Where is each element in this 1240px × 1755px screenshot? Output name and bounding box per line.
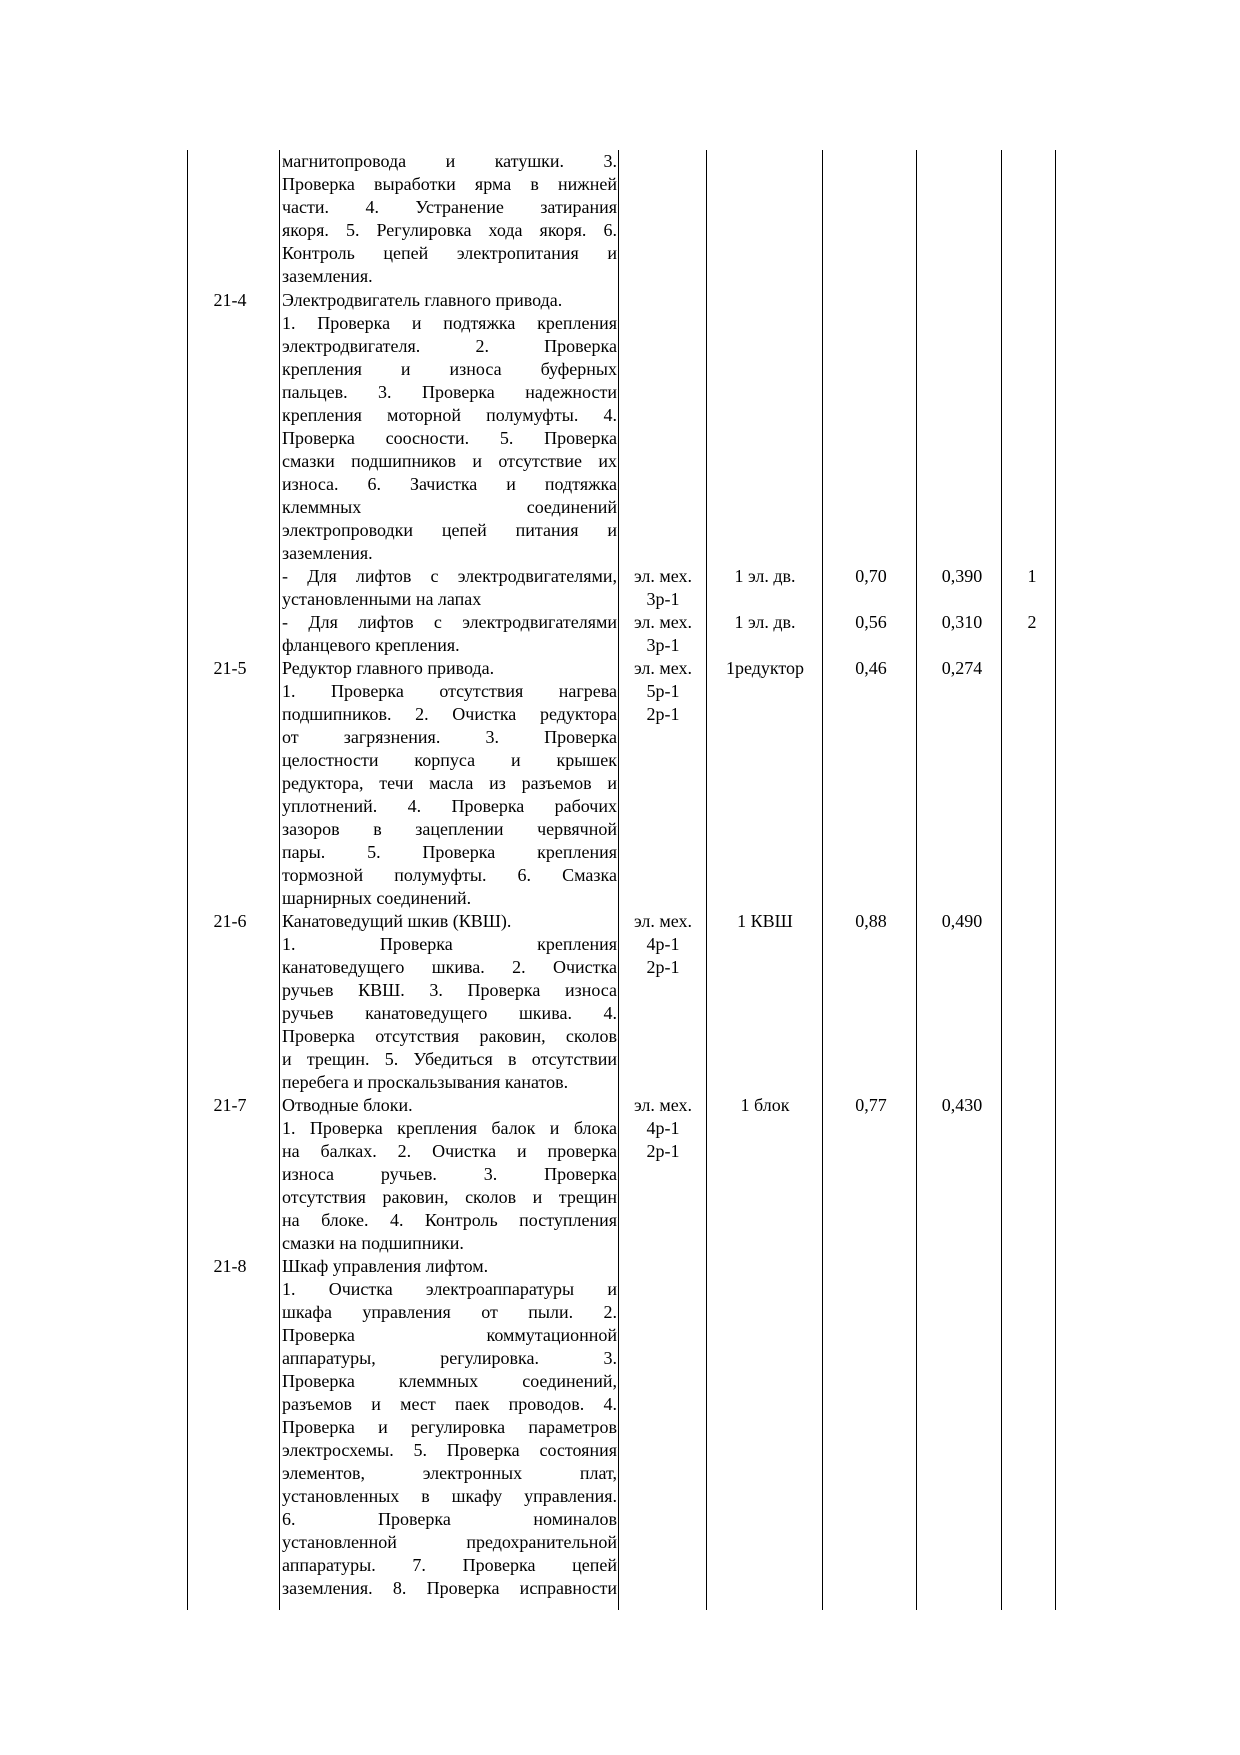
row-number: 21-7 (213, 1095, 247, 1115)
desc-line: Редуктор главного привода. (282, 658, 495, 678)
desc-line: якоря. 5. Регулировка хода якоря. 6. (282, 220, 617, 240)
row-description (282, 910, 617, 1094)
desc-line: подшипников. 2. Очистка редуктора (282, 704, 617, 724)
desc-line: уплотнений. 4. Проверка рабочих (282, 796, 617, 816)
norm1-cell: 0,70 (855, 566, 887, 586)
norm1-cell: 0,46 (855, 658, 887, 678)
row-description (282, 565, 617, 611)
desc-line: Проверка отсутствия раковин, сколов (282, 1026, 617, 1046)
desc-line: канатоведущего шкива. 2. Очистка (282, 957, 617, 977)
desc-line: аппаратуры, регулировка. 3. (282, 1348, 617, 1368)
desc-line: зазоров в зацеплении червячной (282, 819, 617, 839)
note-cell: 1 (1027, 566, 1037, 586)
unit-cell: 1редуктор (725, 658, 805, 678)
executor-line: эл. мех. (633, 566, 693, 586)
column-divider (706, 150, 707, 1610)
row-description (282, 1094, 617, 1255)
desc-line: - Для лифтов с электродвигателями, (282, 566, 617, 586)
executor-line: 3р-1 (646, 635, 680, 655)
desc-line: перебега и проскальзывания канатов. (282, 1072, 569, 1092)
executor-line: 2р-1 (646, 1141, 680, 1161)
norm1-cell: 0,77 (855, 1095, 887, 1115)
unit-cell: 1 блок (740, 1095, 790, 1115)
desc-line: - Для лифтов с электродвигателями (282, 612, 617, 632)
desc-line: установленных в шкафу управления. (282, 1486, 617, 1506)
row-description (282, 289, 617, 565)
desc-line: 1. Проверка и подтяжка крепления (282, 313, 617, 333)
row-description (282, 150, 617, 288)
desc-line: клеммных соединений (282, 497, 617, 517)
desc-line: заземления. (282, 543, 373, 563)
executor-line: эл. мех. (633, 1095, 693, 1115)
executor-line: 2р-1 (646, 704, 680, 724)
table-border-left (187, 150, 188, 1610)
unit-cell: 1 КВШ (737, 911, 793, 931)
executor-line: 5р-1 (646, 681, 680, 701)
row-number: 21-8 (213, 1256, 247, 1276)
norm2-cell: 0,310 (941, 612, 983, 632)
desc-line: элементов, электронных плат, (282, 1463, 617, 1483)
norm2-cell: 0,390 (941, 566, 983, 586)
column-divider (1001, 150, 1002, 1610)
desc-line: Проверка клеммных соединений, (282, 1371, 617, 1391)
row-number: 21-5 (213, 658, 247, 678)
desc-line: шкафа управления от пыли. 2. (282, 1302, 617, 1322)
desc-line: редуктора, течи масла из разъемов и (282, 773, 617, 793)
desc-line: крепления моторной полумуфты. 4. (282, 405, 617, 425)
column-divider (279, 150, 280, 1610)
executor-line: 4р-1 (646, 1118, 680, 1138)
desc-line: ручьев канатоведущего шкива. 4. (282, 1003, 617, 1023)
desc-line: отсутствия раковин, сколов и трещин (282, 1187, 617, 1207)
executor-line: 2р-1 (646, 957, 680, 977)
norm1-cell: 0,88 (855, 911, 887, 931)
row-description (282, 611, 617, 657)
desc-line: установленной предохранительной (282, 1532, 617, 1552)
desc-line: Проверка и регулировка параметров (282, 1417, 617, 1437)
desc-line: Контроль цепей электропитания и (282, 243, 617, 263)
desc-line: разъемов и мест паек проводов. 4. (282, 1394, 617, 1414)
desc-line: 6. Проверка номиналов (282, 1509, 617, 1529)
executor-line: эл. мех. (633, 658, 693, 678)
desc-line: шарнирных соединений. (282, 888, 472, 908)
norm2-cell: 0,274 (941, 658, 983, 678)
desc-line: Электродвигатель главного привода. (282, 290, 563, 310)
desc-line: и трещин. 5. Убедиться в отсутствии (282, 1049, 617, 1069)
desc-line: крепления и износа буферных (282, 359, 617, 379)
desc-line: аппаратуры. 7. Проверка цепей (282, 1555, 617, 1575)
desc-line: 1. Очистка электроаппаратуры и (282, 1279, 617, 1299)
desc-line: тормозной полумуфты. 6. Смазка (282, 865, 617, 885)
desc-line: Проверка выработки ярма в нижней (282, 174, 617, 194)
desc-line: Канатоведущий шкив (КВШ). (282, 911, 512, 931)
unit-cell: 1 эл. дв. (734, 566, 796, 586)
executor-line: эл. мех. (633, 612, 693, 632)
column-divider (822, 150, 823, 1610)
executor-cell (622, 565, 704, 611)
desc-line: 1. Проверка отсутствия нагрева (282, 681, 617, 701)
desc-line: 1. Проверка крепления балок и блока (282, 1118, 617, 1138)
executor-cell (622, 611, 704, 657)
desc-line: на блоке. 4. Контроль поступления (282, 1210, 617, 1230)
desc-line: электропроводки цепей питания и (282, 520, 617, 540)
desc-line: Проверка коммутационной (282, 1325, 617, 1345)
unit-cell: 1 эл. дв. (734, 612, 796, 632)
desc-line: магнитопровода и катушки. 3. (282, 151, 617, 171)
executor-cell (622, 657, 704, 726)
desc-line: заземления. (282, 266, 373, 286)
row-description (282, 1255, 617, 1600)
desc-line: ручьев КВШ. 3. Проверка износа (282, 980, 617, 1000)
desc-line: пары. 5. Проверка крепления (282, 842, 617, 862)
executor-line: 4р-1 (646, 934, 680, 954)
desc-line: установленными на лапах (282, 589, 482, 609)
executor-line: 3р-1 (646, 589, 680, 609)
desc-line: Шкаф управления лифтом. (282, 1256, 489, 1276)
executor-cell (622, 910, 704, 979)
desc-line: 1. Проверка крепления (282, 934, 617, 954)
desc-line: износа. 6. Зачистка и подтяжка (282, 474, 617, 494)
norm1-cell: 0,56 (855, 612, 887, 632)
desc-line: электродвигателя. 2. Проверка (282, 336, 617, 356)
row-number: 21-4 (213, 290, 247, 310)
desc-line: части. 4. Устранение затирания (282, 197, 617, 217)
note-cell: 2 (1027, 612, 1037, 632)
norm2-cell: 0,430 (941, 1095, 983, 1115)
executor-cell (622, 1094, 704, 1163)
executor-line: эл. мех. (633, 911, 693, 931)
desc-line: износа ручьев. 3. Проверка (282, 1164, 617, 1184)
desc-line: фланцевого крепления. (282, 635, 460, 655)
norm2-cell: 0,490 (941, 911, 983, 931)
desc-line: целостности корпуса и крышек (282, 750, 617, 770)
desc-line: пальцев. 3. Проверка надежности (282, 382, 617, 402)
desc-line: Проверка соосности. 5. Проверка (282, 428, 617, 448)
desc-line: заземления. 8. Проверка исправности (282, 1578, 617, 1598)
column-divider (618, 150, 619, 1610)
desc-line: смазки на подшипники. (282, 1233, 464, 1253)
desc-line: смазки подшипников и отсутствие их (282, 451, 617, 471)
desc-line: электросхемы. 5. Проверка состояния (282, 1440, 617, 1460)
desc-line: на балках. 2. Очистка и проверка (282, 1141, 617, 1161)
column-divider (916, 150, 917, 1610)
table-border-right (1055, 150, 1056, 1610)
desc-line: Отводные блоки. (282, 1095, 413, 1115)
desc-line: от загрязнения. 3. Проверка (282, 727, 617, 747)
row-number: 21-6 (213, 911, 247, 931)
row-description (282, 657, 617, 910)
